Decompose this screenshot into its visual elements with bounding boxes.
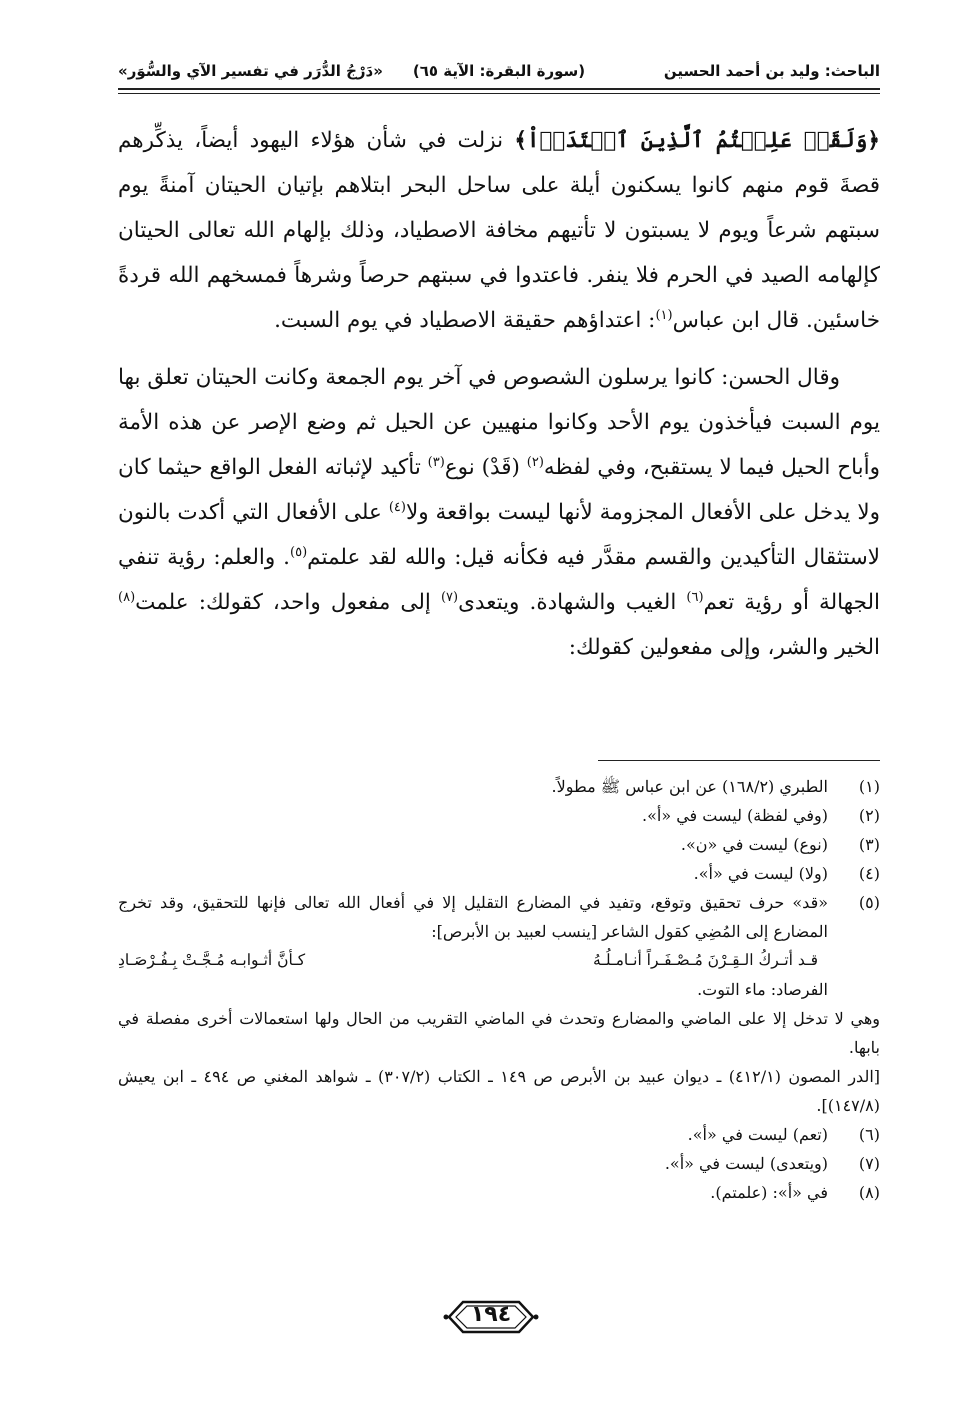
page-number-ornament xyxy=(443,1298,539,1336)
quran-verse: ﴿وَلَقَدۡ عَلِمۡتُمُ ٱلَّذِينَ ٱعۡتَدَوۡاْ﴾ xyxy=(514,128,880,153)
footnote-text: (تعم) ليست في «أ». xyxy=(687,1125,828,1144)
paragraph-2-text-f: الغيب والشهادة. ويتعدى xyxy=(458,590,687,615)
paragraph-1-text-a: نزلت في شأن هؤلاء اليهود أيضاً، يذكِّرهم قصةَ قوم منهم كانوا يسكنون أيلة على ساحل البحر ابتلاهم بإتيان الحيتان آمنةً يوم سبتهم شرعاً ويوم لا يسبتون لا تأتيهم مخافة الاصطياد، وذلك بإلهام الله تعالى الحيتان كإلهامه الصيد في الحرم فلا ينفر. فاعتدوا في سبتهم حرصاً وشرهاً فمسخهم الله قردةً خاسئين. قال ابن عباس xyxy=(118,128,880,333)
paragraph-2-text-c: تأكيد لإثباته الفعل الواقع حيثما كان ولا يدخل على الأفعال المجزومة لأنها ليست بواقعة ولا xyxy=(118,455,880,525)
footnote-number: (٨) xyxy=(858,1183,880,1202)
paragraph-2-text-g: إلى مفعول واحد، كقولك: علمت xyxy=(135,590,441,615)
header-author: الباحث: وليد بن أحمد الحسين xyxy=(663,62,880,80)
footnote-ref-1[interactable]: (١) xyxy=(655,307,673,323)
footnote-text: «قد» حرف تحقيق وتوقع، وتفيد في المضارع التقليل إلا في أفعال الله تعالى فإنها للتحقيق، وقد تخرج المضارع إلى المُضِي كقول الشاعر [ينسب لعبيد بن الأبرص]: xyxy=(118,893,828,941)
header-book-title: «دَرْجُ الدُّرَر في تفسير الآي والسُّوَر» xyxy=(118,62,383,80)
footnote-3 xyxy=(118,830,880,859)
footnote-ref-8[interactable]: (٨) xyxy=(118,589,136,605)
footnote-number: (٤) xyxy=(858,864,880,883)
poetry-verse xyxy=(118,946,828,975)
footnote-number: (٥) xyxy=(858,893,880,912)
paragraph-2-text-e: . والعلم: رؤية تنفي الجهالة أو رؤية تعم xyxy=(118,545,880,615)
footnote-5 xyxy=(118,888,880,1004)
footnote-2 xyxy=(118,801,880,830)
main-text xyxy=(118,118,880,682)
footnote-ref-2[interactable]: (٢) xyxy=(526,454,544,470)
paragraph-2-text-a: وقال الحسن: كانوا يرسلون الشصوص في آخر يوم الجمعة وكانت الحيتان تعلق بها يوم السبت فيأخذون يوم الأحد وكانوا منهيين عن الحيل ثم وضع الإصر عن هذه الأمة وأباح الحيل فيما لا يستقبح، وفي لفظه xyxy=(118,365,880,480)
footnote-number: (٦) xyxy=(858,1125,880,1144)
header-rule xyxy=(118,88,880,90)
footnotes xyxy=(118,772,880,1207)
footnote-text: الطبري (١٦٨/٢) عن ابن عباس ﷺ مطولاً. xyxy=(551,777,828,796)
footnote-4 xyxy=(118,859,880,888)
footnote-separator xyxy=(598,760,880,761)
verse-gloss: الفرصاد: ماء التوت. xyxy=(697,980,828,999)
header-section: (سورة البقرة: الآية ٦٥) xyxy=(412,62,586,80)
paragraph-2-text-d: على الأفعال التي أكدت بالنون لاستثقال التأكيدين والقسم مقدَّر فيه فكأنه قيل: والله لقد علمتم xyxy=(118,500,880,570)
running-header xyxy=(118,52,880,92)
footnote-7 xyxy=(118,1149,880,1178)
footnote-5-continuation: وهي لا تدخل إلا على الماضي والمضارع وتحدث في الماضي التقريب من الحال ولها استعمالات أخرى مفصلة في بابها. xyxy=(118,1009,880,1057)
paragraph-1 xyxy=(118,118,880,343)
footnote-text: (ولا) ليست في «أ». xyxy=(693,864,828,883)
footnote-6 xyxy=(118,1120,880,1149)
footnote-5-references: [الدر المصون (٤١٢/١) ـ ديوان عبيد بن الأبرص ص ١٤٩ ـ الكتاب (٣٠٧/٢) ـ شواهد المغني ص ٤٩٤ ـ ابن يعيش (١٤٧/٨)]. xyxy=(118,1067,881,1115)
footnote-ref-7[interactable]: (٧) xyxy=(440,589,459,605)
footnote-number: (٢) xyxy=(858,806,880,825)
footnote-8 xyxy=(118,1178,880,1207)
footnote-ref-5[interactable]: (٥) xyxy=(290,544,308,560)
footnote-number: (١) xyxy=(858,777,880,796)
verse-second-hemistich: كـأنَّ أثـوابـه مُـجَّـتْ بِـفُـرْصَـادِ xyxy=(118,951,306,969)
footnote-1 xyxy=(118,772,880,801)
footnote-ref-4[interactable]: (٤) xyxy=(388,499,406,515)
paragraph-2 xyxy=(118,355,880,670)
footnote-text: في «أ»: (علمتم). xyxy=(710,1183,828,1202)
page-number: ١٩٤ xyxy=(470,1302,512,1327)
paragraph-2-text-h: الخير والشر، وإلى مفعولين كقولك: xyxy=(568,635,880,660)
footnote-number: (٣) xyxy=(858,835,880,854)
footnote-text: (نوع) ليست في «ن». xyxy=(680,835,828,854)
footnote-text: (ويتعدى) ليست في «أ». xyxy=(664,1154,828,1173)
footnote-ref-3[interactable]: (٣) xyxy=(427,454,445,470)
header-rule-thin xyxy=(118,93,880,94)
footnote-text: (وفي لفظة) ليست في «أ». xyxy=(642,806,828,825)
paragraph-2-text-b: (قَدْ) نوع xyxy=(444,455,527,480)
footnote-number: (٧) xyxy=(858,1154,880,1173)
footnote-ref-6[interactable]: (٦) xyxy=(686,589,704,605)
verse-first-hemistich: قـد أتـركُ الـقِـرْنَ مُـصْـفَـراً أنـامـلُـهُ xyxy=(593,951,818,969)
paragraph-1-text-b: : اعتداؤهم حقيقة الاصطياد في يوم السبت. xyxy=(274,308,656,333)
